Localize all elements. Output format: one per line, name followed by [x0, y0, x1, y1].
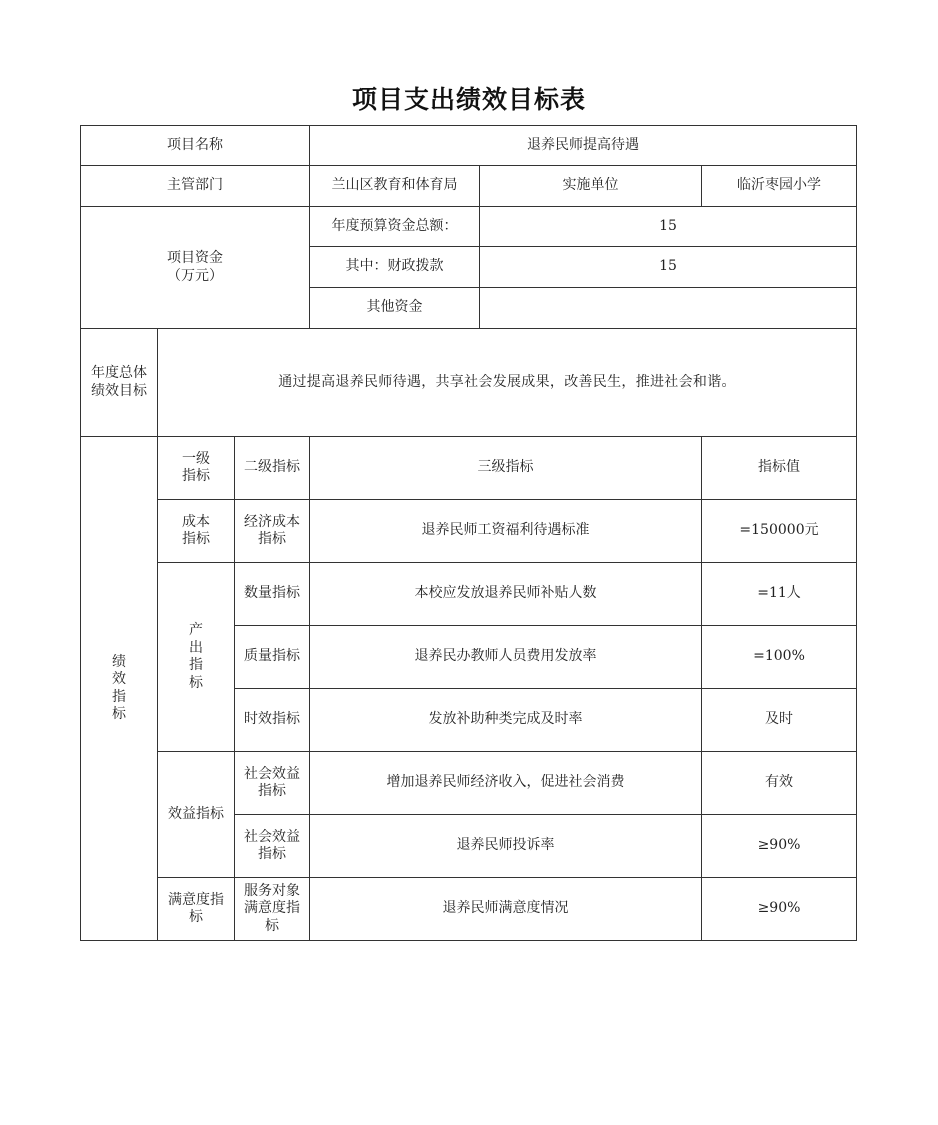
impl-unit-label: 实施单位	[480, 166, 702, 207]
level2-cell: 社会效益指标	[235, 815, 310, 878]
table-row	[81, 752, 857, 815]
level2-cell: 时效指标	[235, 689, 310, 752]
performance-target-table	[80, 125, 857, 941]
funds-other-label: 其他资金	[310, 288, 480, 329]
header-level2: 二级指标	[235, 437, 310, 500]
row-project-name	[81, 126, 857, 166]
value-cell: 有效	[702, 752, 857, 815]
level3-cell: 发放补助种类完成及时率	[310, 689, 702, 752]
page-title: 项目支出绩效目标表	[351, 85, 586, 114]
row-indicator-header	[81, 437, 857, 500]
funds-label: 项目资金（万元）	[81, 207, 310, 329]
indicators-section-label: 绩效指标	[81, 437, 158, 941]
table-row	[81, 563, 857, 626]
table-row	[81, 878, 857, 941]
level2-cell: 社会效益指标	[235, 752, 310, 815]
goal-label: 年度总体绩效目标	[81, 329, 158, 437]
level2-cell: 服务对象满意度指标	[235, 878, 310, 941]
value-cell: ≥90%	[702, 815, 857, 878]
funds-total-value: 15	[480, 207, 857, 247]
table-row	[81, 500, 857, 563]
level2-cell: 数量指标	[235, 563, 310, 626]
group-output: 产出指标	[158, 563, 235, 752]
level2-cell: 质量指标	[235, 626, 310, 689]
group-cost: 成本指标	[158, 500, 235, 563]
value-cell: 及时	[702, 689, 857, 752]
project-name-label: 项目名称	[81, 126, 310, 166]
row-department	[81, 166, 857, 207]
header-level1: 一级指标	[158, 437, 235, 500]
dept-label: 主管部门	[81, 166, 310, 207]
level2-cell: 经济成本指标	[235, 500, 310, 563]
funds-total-label: 年度预算资金总额：	[310, 207, 480, 247]
dept-value: 兰山区教育和体育局	[310, 166, 480, 207]
value-cell: =100%	[702, 626, 857, 689]
header-level3: 三级指标	[310, 437, 702, 500]
level3-cell: 退养民师满意度情况	[310, 878, 702, 941]
value-cell: =150000元	[702, 500, 857, 563]
project-name-value: 退养民师提高待遇	[310, 126, 857, 166]
funds-fiscal-value: 15	[480, 247, 857, 288]
row-funds-total	[81, 207, 857, 247]
level3-cell: 退养民师投诉率	[310, 815, 702, 878]
impl-unit-value: 临沂枣园小学	[702, 166, 857, 207]
group-benefit: 效益指标	[158, 752, 235, 878]
value-cell: =11人	[702, 563, 857, 626]
header-value: 指标值	[702, 437, 857, 500]
funds-other-value	[480, 288, 857, 329]
level3-cell: 本校应发放退养民师补贴人数	[310, 563, 702, 626]
funds-fiscal-label: 其中：财政拨款	[310, 247, 480, 288]
group-satisfaction: 满意度指标	[158, 878, 235, 941]
level3-cell: 退养民师工资福利待遇标准	[310, 500, 702, 563]
level3-cell: 退养民办教师人员费用发放率	[310, 626, 702, 689]
level3-cell: 增加退养民师经济收入，促进社会消费	[310, 752, 702, 815]
value-cell: ≥90%	[702, 878, 857, 941]
row-annual-goal	[81, 329, 857, 437]
goal-text: 通过提高退养民师待遇，共享社会发展成果，改善民生，推进社会和谐。	[158, 329, 857, 437]
